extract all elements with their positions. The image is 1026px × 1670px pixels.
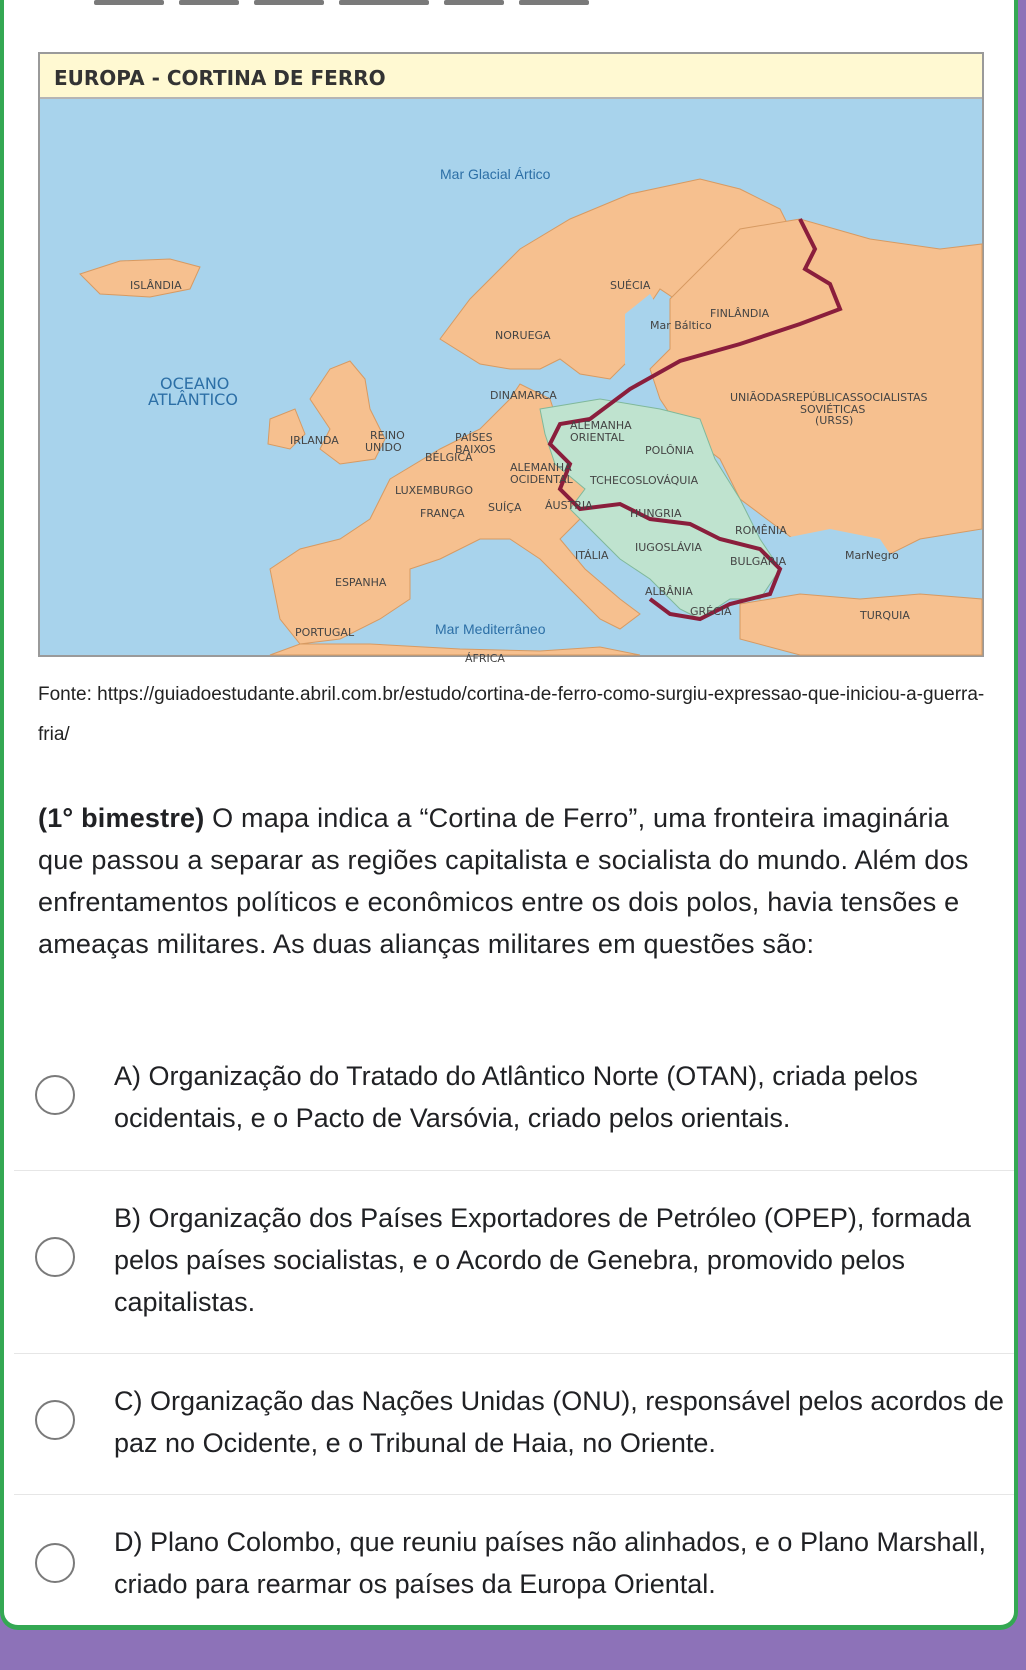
svg-text:ÁUSTRIA: ÁUSTRIA bbox=[545, 499, 593, 512]
radio-option-a[interactable] bbox=[35, 1075, 75, 1115]
svg-text:ALBÂNIA: ALBÂNIA bbox=[645, 585, 693, 598]
svg-text:REINO: REINO bbox=[370, 429, 405, 442]
svg-text:MarNegro: MarNegro bbox=[845, 549, 899, 562]
svg-text:SOVIÉTICAS: SOVIÉTICAS bbox=[800, 403, 866, 416]
svg-text:BÉLGICA: BÉLGICA bbox=[425, 451, 473, 464]
divider bbox=[14, 1170, 1014, 1171]
radio-option-d[interactable] bbox=[35, 1543, 75, 1583]
svg-text:ESPANHA: ESPANHA bbox=[335, 576, 387, 589]
option-b-label: B) Organização dos Países Exportadores de Petróleo (OPEP), formada pelos países socialistas, e o Acordo de Genebra, promovido pelos capitalistas. bbox=[114, 1203, 971, 1317]
svg-text:ORIENTAL: ORIENTAL bbox=[570, 431, 625, 444]
svg-text:UNIDO: UNIDO bbox=[365, 441, 402, 454]
svg-text:FINLÂNDIA: FINLÂNDIA bbox=[710, 307, 770, 320]
svg-text:HUNGRIA: HUNGRIA bbox=[630, 507, 682, 520]
svg-text:PAÍSES: PAÍSES bbox=[455, 431, 493, 444]
svg-text:ATLÂNTICO: ATLÂNTICO bbox=[148, 390, 238, 409]
svg-text:Mar Mediterrâneo: Mar Mediterrâneo bbox=[435, 621, 546, 637]
top-divider bbox=[4, 0, 1026, 10]
divider bbox=[14, 1494, 1014, 1495]
svg-text:OCEANO: OCEANO bbox=[160, 374, 230, 393]
svg-text:ROMÊNIA: ROMÊNIA bbox=[735, 524, 787, 537]
svg-text:SUÉCIA: SUÉCIA bbox=[610, 279, 651, 292]
svg-text:ALEMANHA: ALEMANHA bbox=[570, 419, 632, 432]
question-text bbox=[38, 797, 998, 965]
svg-text:NORUEGA: NORUEGA bbox=[495, 329, 551, 342]
option-c-label: C) Organização das Nações Unidas (ONU), responsável pelos acordos de paz no Ocidente, e o Tribunal de Haia, no Oriente. bbox=[114, 1386, 1004, 1458]
svg-text:TCHECOSLOVÁQUIA: TCHECOSLOVÁQUIA bbox=[590, 474, 699, 487]
svg-text:POLÔNIA: POLÔNIA bbox=[645, 444, 694, 457]
map-title: EUROPA - CORTINA DE FERRO bbox=[40, 54, 982, 99]
radio-option-b[interactable] bbox=[35, 1237, 75, 1277]
radio-option-c[interactable] bbox=[35, 1400, 75, 1440]
divider bbox=[14, 1353, 1014, 1354]
option-d-label: D) Plano Colombo, que reuniu países não alinhados, e o Plano Marshall, criado para rearmar os países da Europa Oriental. bbox=[114, 1527, 987, 1599]
svg-text:Mar Báltico: Mar Báltico bbox=[650, 319, 712, 332]
svg-text:GRÉCIA: GRÉCIA bbox=[690, 605, 732, 618]
option-a-label: A) Organização do Tratado do Atlântico Norte (OTAN), criada pelos ocidentais, e o Pacto de Varsóvia, criado pelos orientais. bbox=[114, 1061, 918, 1133]
svg-text:ITÁLIA: ITÁLIA bbox=[575, 549, 609, 562]
svg-text:OCIDENTAL: OCIDENTAL bbox=[510, 473, 573, 486]
svg-text:FRANÇA: FRANÇA bbox=[420, 507, 465, 520]
question-prefix: (1° bimestre) bbox=[38, 803, 205, 833]
svg-text:ÁFRICA: ÁFRICA bbox=[465, 652, 505, 665]
svg-text:ISLÂNDIA: ISLÂNDIA bbox=[130, 279, 182, 292]
svg-text:TURQUIA: TURQUIA bbox=[860, 609, 910, 622]
svg-text:UNIÃODASREPÚBLICASSOCIALISTAS: UNIÃODASREPÚBLICASSOCIALISTAS bbox=[730, 391, 928, 404]
question-body: O mapa indica a “Cortina de Ferro”, uma fronteira imaginária que passou a separar as regiões capitalista e socialista do mundo. Além dos enfrentamentos políticos e econômicos entre os dois polos, havia tensões e ameaças militares. As duas alianças militares em questões são: bbox=[38, 803, 969, 959]
iron-curtain-map bbox=[38, 52, 984, 665]
svg-text:Mar Glacial Ártico: Mar Glacial Ártico bbox=[440, 166, 551, 182]
svg-text:LUXEMBURGO: LUXEMBURGO bbox=[395, 484, 474, 497]
svg-text:DINAMARCA: DINAMARCA bbox=[490, 389, 557, 402]
map-source: Fonte: https://guiadoestudante.abril.com.br/estudo/cortina-de-ferro-como-surgiu-expressao-que-iniciou-a-guerra-fria/ bbox=[38, 684, 985, 745]
svg-text:PORTUGAL: PORTUGAL bbox=[295, 626, 355, 639]
svg-text:(URSS): (URSS) bbox=[815, 414, 854, 427]
svg-text:IUGOSLÁVIA: IUGOSLÁVIA bbox=[635, 541, 702, 554]
map-graphic bbox=[40, 99, 982, 665]
svg-text:SUÍÇA: SUÍÇA bbox=[488, 501, 522, 514]
svg-text:BULGÁRIA: BULGÁRIA bbox=[730, 555, 787, 568]
svg-text:IRLANDA: IRLANDA bbox=[290, 434, 339, 447]
svg-text:BAIXOS: BAIXOS bbox=[455, 443, 496, 456]
svg-text:ALEMANHA: ALEMANHA bbox=[510, 461, 572, 474]
